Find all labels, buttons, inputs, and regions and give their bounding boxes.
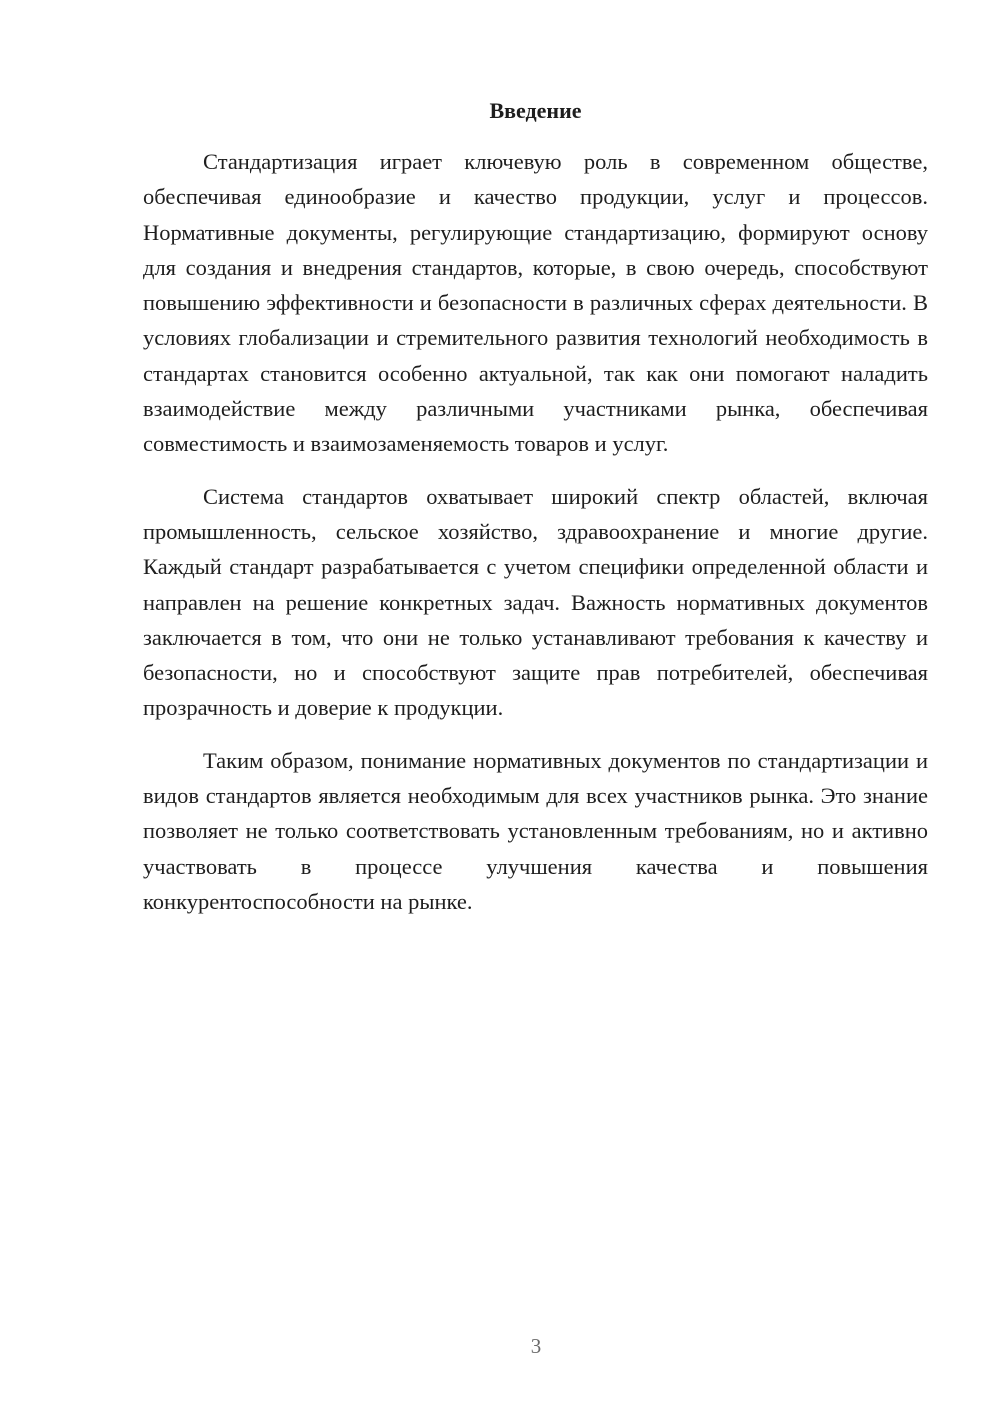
paragraph-1: Стандартизация играет ключевую роль в современном обществе, обеспечивая единообразие и качество продукции, услуг и процессов. Нормативные документы, регулирующие стандартизацию, формируют основу для создания и внедрения стандартов, которые, в свою очередь, способствуют повышению эффективности и безопасности в различных сферах деятельности. В условиях глобализации и стремительного развития технологий необходимость в стандартах становится особенно актуальной, так как они помогают наладить взаимодействие между различными участниками рынка, обеспечивая совместимость и взаимозаменяемость товаров и услуг. [143, 149, 928, 457]
section-title: Введение [489, 98, 582, 123]
page-number: 3 [530, 1334, 542, 1358]
paragraph-2: Система стандартов охватывает широкий спектр областей, включая промышленность, сельское хозяйство, здравоохранение и многие другие. Каждый стандарт разрабатывается с учетом специфики определенной области и направлен на решение конкретных задач. Важность нормативных документов заключается в том, что они не только устанавливают требования к качеству и безопасности, но и способствуют защите прав потребителей, обеспечивая прозрачность и доверие к продукции. [143, 483, 928, 721]
paragraph-3: Таким образом, понимание нормативных документов по стандартизации и видов стандартов является необходимым для всех участников рынка. Это знание позволяет не только соответствовать установленным требованиям, но и активно участвовать в процессе улучшения качества и повышения конкурентоспособности на рынке. [143, 747, 928, 914]
page-content [143, 96, 928, 919]
